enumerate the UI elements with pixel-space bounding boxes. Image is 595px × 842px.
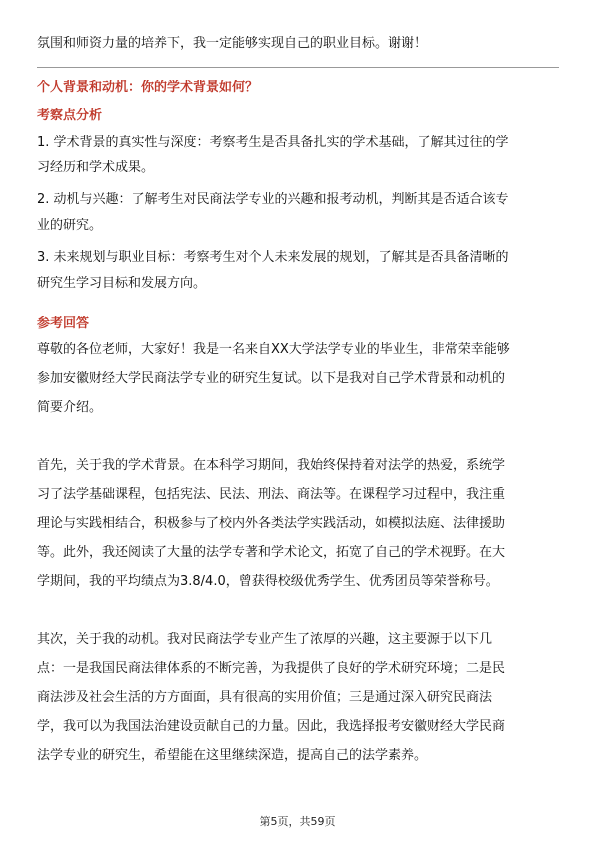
analysis-line: 2. 动机与兴趣：了解考生对民商法学专业的兴趣和报考动机，判断其是否适合该专 — [37, 192, 509, 207]
answer-para3-line: 商法涉及社会生活的方方面面，具有很高的实用价值；三是通过深入研究民商法 — [37, 690, 493, 705]
analysis-line: 1. 学术背景的真实性与深度：考察考生是否具备扎实的学术基础，了解其过往的学 — [37, 135, 509, 150]
answer-para3-line: 学，我可以为我国法治建设贡献自己的力量。因此，我选择报考安徽财经大学民商 — [37, 719, 506, 734]
answer-para1-line: 尊敬的各位老师，大家好！我是一名来自XX大学法学专业的毕业生，非常荣幸能够 — [37, 342, 510, 357]
answer-para2-line: 习了法学基础课程，包括宪法、民法、刑法、商法等。在课程学习过程中，我注重 — [37, 487, 506, 502]
analysis-line: 习经历和学术成果。 — [37, 160, 155, 175]
analysis-line: 3. 未来规划与职业目标：考察考生对个人未来发展的规划，了解其是否具备清晰的 — [37, 250, 509, 265]
page-number: 第5页，共59页 — [259, 815, 336, 828]
answer-para1-line: 参加安徽财经大学民商法学专业的研究生复试。以下是我对自己学术背景和动机的 — [37, 371, 506, 386]
intro-tail-text: 氛围和师资力量的培养下，我一定能够实现自己的职业目标。谢谢！ — [37, 36, 428, 51]
answer-para3-line: 点：一是我国民商法律体系的不断完善，为我提供了良好的学术研究环境；二是民 — [37, 661, 506, 676]
answer-heading: 参考回答 — [37, 316, 90, 331]
answer-para2-line: 等。此外，我还阅读了大量的法学专著和学术论文，拓宽了自己的学术视野。在大 — [37, 545, 506, 560]
answer-para2-line: 首先，关于我的学术背景。在本科学习期间，我始终保持着对法学的热爱，系统学 — [37, 458, 506, 473]
answer-para2-line: 理论与实践相结合，积极参与了校内外各类法学实践活动，如模拟法庭、法律援助 — [37, 516, 506, 531]
section-divider — [37, 67, 559, 68]
answer-para2-line: 学期间，我的平均绩点为3.8/4.0，曾获得校级优秀学生、优秀团员等荣誉称号。 — [37, 574, 499, 589]
answer-para3-line: 法学专业的研究生，希望能在这里继续深造，提高自己的法学素养。 — [37, 748, 428, 763]
analysis-heading: 考察点分析 — [37, 108, 103, 123]
answer-para3-line: 其次，关于我的动机。我对民商法学专业产生了浓厚的兴趣，这主要源于以下几 — [37, 632, 493, 647]
answer-para1-line: 简要介绍。 — [37, 400, 103, 415]
question-title: 个人背景和动机：你的学术背景如何？ — [37, 80, 259, 95]
analysis-line: 研究生学习目标和发展方向。 — [37, 276, 207, 291]
analysis-line: 业的研究。 — [37, 218, 103, 233]
